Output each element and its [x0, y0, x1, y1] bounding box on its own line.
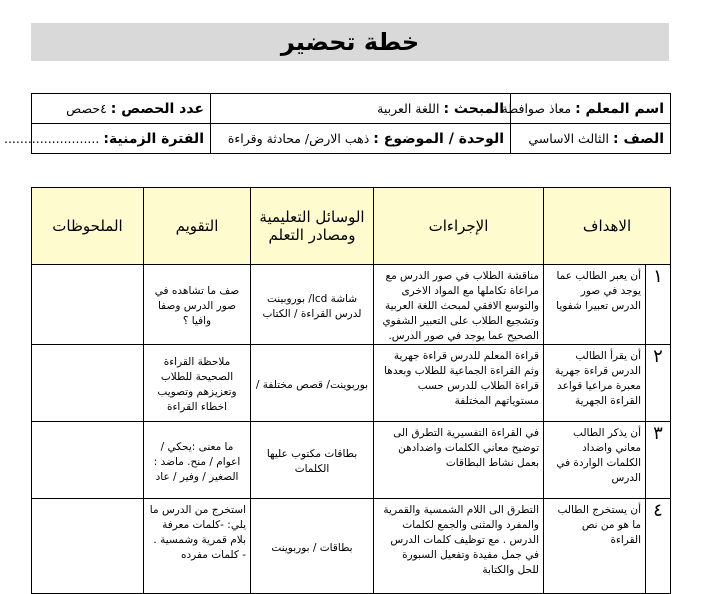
- subject-cell: [211, 94, 511, 124]
- resource-cell: بوربوينت/ قصص مختلفة /: [251, 345, 374, 422]
- notes-cell: [32, 422, 144, 499]
- teacher-label: اسم المعلم :: [575, 100, 664, 117]
- table-row: [32, 345, 671, 422]
- period-cell: [3, 124, 211, 154]
- evaluation-cell: ملاحظة القراءة الصحيحة للطلاب وتعزيزهم وتصويب اخطاء القراءة: [144, 345, 251, 422]
- unit-cell: [211, 124, 511, 154]
- procedure-cell: قراءة المعلم للدرس قراءة جهرية وثم القراءة الجماعية للطلاب وبعدها قراءة الطلاب للدرس حسب مستوياتهم المختلفة: [374, 345, 544, 422]
- header-objectives: الاهداف: [544, 188, 671, 265]
- row-number: ١: [646, 265, 671, 345]
- resource-cell: بطاقات مكتوب عليها الكلمات: [251, 422, 374, 499]
- resource-cell: بطاقات / بوربوينت: [251, 499, 374, 594]
- header-notes: الملحوظات: [32, 188, 144, 265]
- info-row: [32, 94, 671, 124]
- objective-cell: أن يقرأ الطالب الدرس قراءة جهرية معبرة مراعيا قواعد القراءة الجهرية: [544, 345, 646, 422]
- info-row: [32, 124, 671, 154]
- period-label: الفترة الزمنية:: [103, 130, 204, 147]
- period-value: ........................: [3, 130, 100, 146]
- procedure-cell: في القراءة التفسيرية التطرق الى توضيح معاني الكلمات واضدادهن بعمل نشاط البطاقات: [374, 422, 544, 499]
- objective-cell: أن يستخرج الطالب ما هو من نص القراءة: [544, 499, 646, 594]
- table-row: [32, 499, 671, 594]
- grade-cell: [511, 124, 671, 154]
- notes-cell: [32, 265, 144, 345]
- page-title: خطة تحضير: [280, 28, 420, 56]
- row-number: ٣: [646, 422, 671, 499]
- evaluation-cell: ما معنى :يحكي / اعوام / منح. ماضد : الصغير / وفير / عاد: [144, 422, 251, 499]
- header-row: [32, 188, 671, 265]
- sessions-cell: [32, 94, 211, 124]
- header-resources: الوسائل التعليمية ومصادر التعلم: [251, 188, 374, 265]
- procedure-cell: التطرق الى اللام الشمسية والقمرية والمفرد والمثنى والجمع لكلمات الدرس . مع توظيف كلمات الدرس في جمل مفيدة وتفعيل السبورة للحل والكتابة: [374, 499, 544, 594]
- objective-cell: أن يذكر الطالب معاني واضداد الكلمات الواردة في الدرس: [544, 422, 646, 499]
- grade-value: الثالث الاساسي: [528, 130, 610, 146]
- resource-cell: شاشة lcd/ بوروبينت لدرس القراءة / الكتاب: [251, 265, 374, 345]
- teacher-cell: [501, 94, 671, 124]
- title-bar: [31, 23, 669, 61]
- unit-label: الوحدة / الموضوع :: [373, 130, 504, 147]
- teacher-value: معاذ صوافطة: [501, 100, 572, 116]
- evaluation-cell: استخرج من الدرس ما يلي: -كلمات معرفة بلام قمرية وشمسية . - كلمات مفرده: [144, 499, 251, 594]
- row-number: ٤: [646, 499, 671, 594]
- grade-label: الصف :: [613, 130, 664, 147]
- table-row: [32, 422, 671, 499]
- notes-cell: [32, 345, 144, 422]
- header-procedures: الإجراءات: [374, 188, 544, 265]
- sessions-value: ٤حصص: [66, 100, 107, 116]
- row-number: ٢: [646, 345, 671, 422]
- objective-cell: أن يعبر الطالب عما يوجد في صور الدرس تعبيرا شفويا: [544, 265, 646, 345]
- evaluation-cell: صف ما تشاهده في صور الدرس وصفا وافيا ؟: [144, 265, 251, 345]
- procedure-cell: مناقشة الطلاب في صور الدرس مع مراعاة تكاملها مع المواد الاخرى والتوسع الافقي لمبحث اللغة العربية وتشجيع الطلاب على التعبير الشفوي الصحيح عما يوجد في صور الدرس.: [374, 265, 544, 345]
- plan-table: [31, 187, 671, 594]
- unit-value: ذهب الارض/ محادثة وقراءة: [227, 130, 370, 146]
- subject-value: اللغة العربية: [377, 100, 440, 116]
- notes-cell: [32, 499, 144, 594]
- info-table: [3, 93, 671, 154]
- table-row: [32, 265, 671, 345]
- sessions-label: عدد الحصص :: [110, 100, 204, 117]
- header-evaluation: التقويم: [144, 188, 251, 265]
- subject-label: المبحث :: [443, 100, 504, 117]
